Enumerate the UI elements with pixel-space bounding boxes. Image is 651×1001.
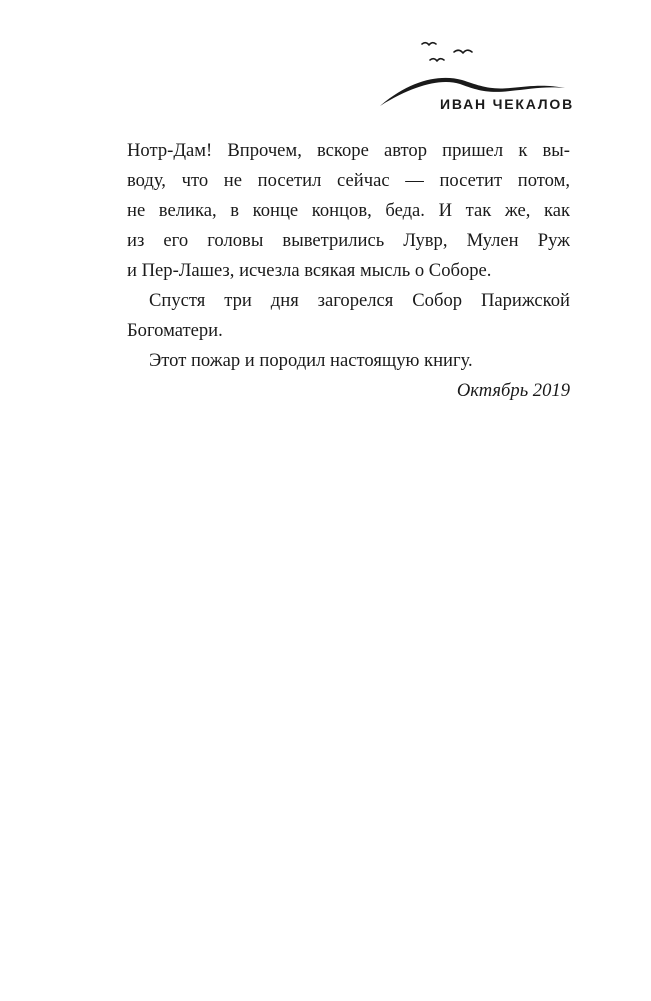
running-header-author: ИВАН ЧЕКАЛОВ — [440, 96, 575, 112]
text-line: воду, что не посетил сейчас — посетит потом, — [127, 170, 570, 191]
seagull-icon — [430, 59, 444, 61]
text-line: Этот пожар и породил настоящую книгу. — [149, 350, 473, 371]
text-line: Спустя три дня загорелся Собор Парижской — [149, 290, 570, 311]
text-line: Нотр-Дам! Впрочем, вскоре автор пришел к вы- — [127, 140, 570, 161]
seagull-icon — [454, 50, 472, 53]
text-line: Богоматери. — [127, 320, 223, 341]
text-line: и Пер-Лашез, исчезла всякая мысль о Соборе. — [127, 260, 492, 281]
seagull-icon — [422, 43, 436, 45]
date-signature: Октябрь 2019 — [456, 380, 570, 401]
text-line: из его головы выветрились Лувр, Мулен Руж — [127, 230, 570, 251]
page-text — [127, 136, 570, 406]
text-line: не велика, в конце концов, беда. И так же, как — [127, 200, 570, 221]
